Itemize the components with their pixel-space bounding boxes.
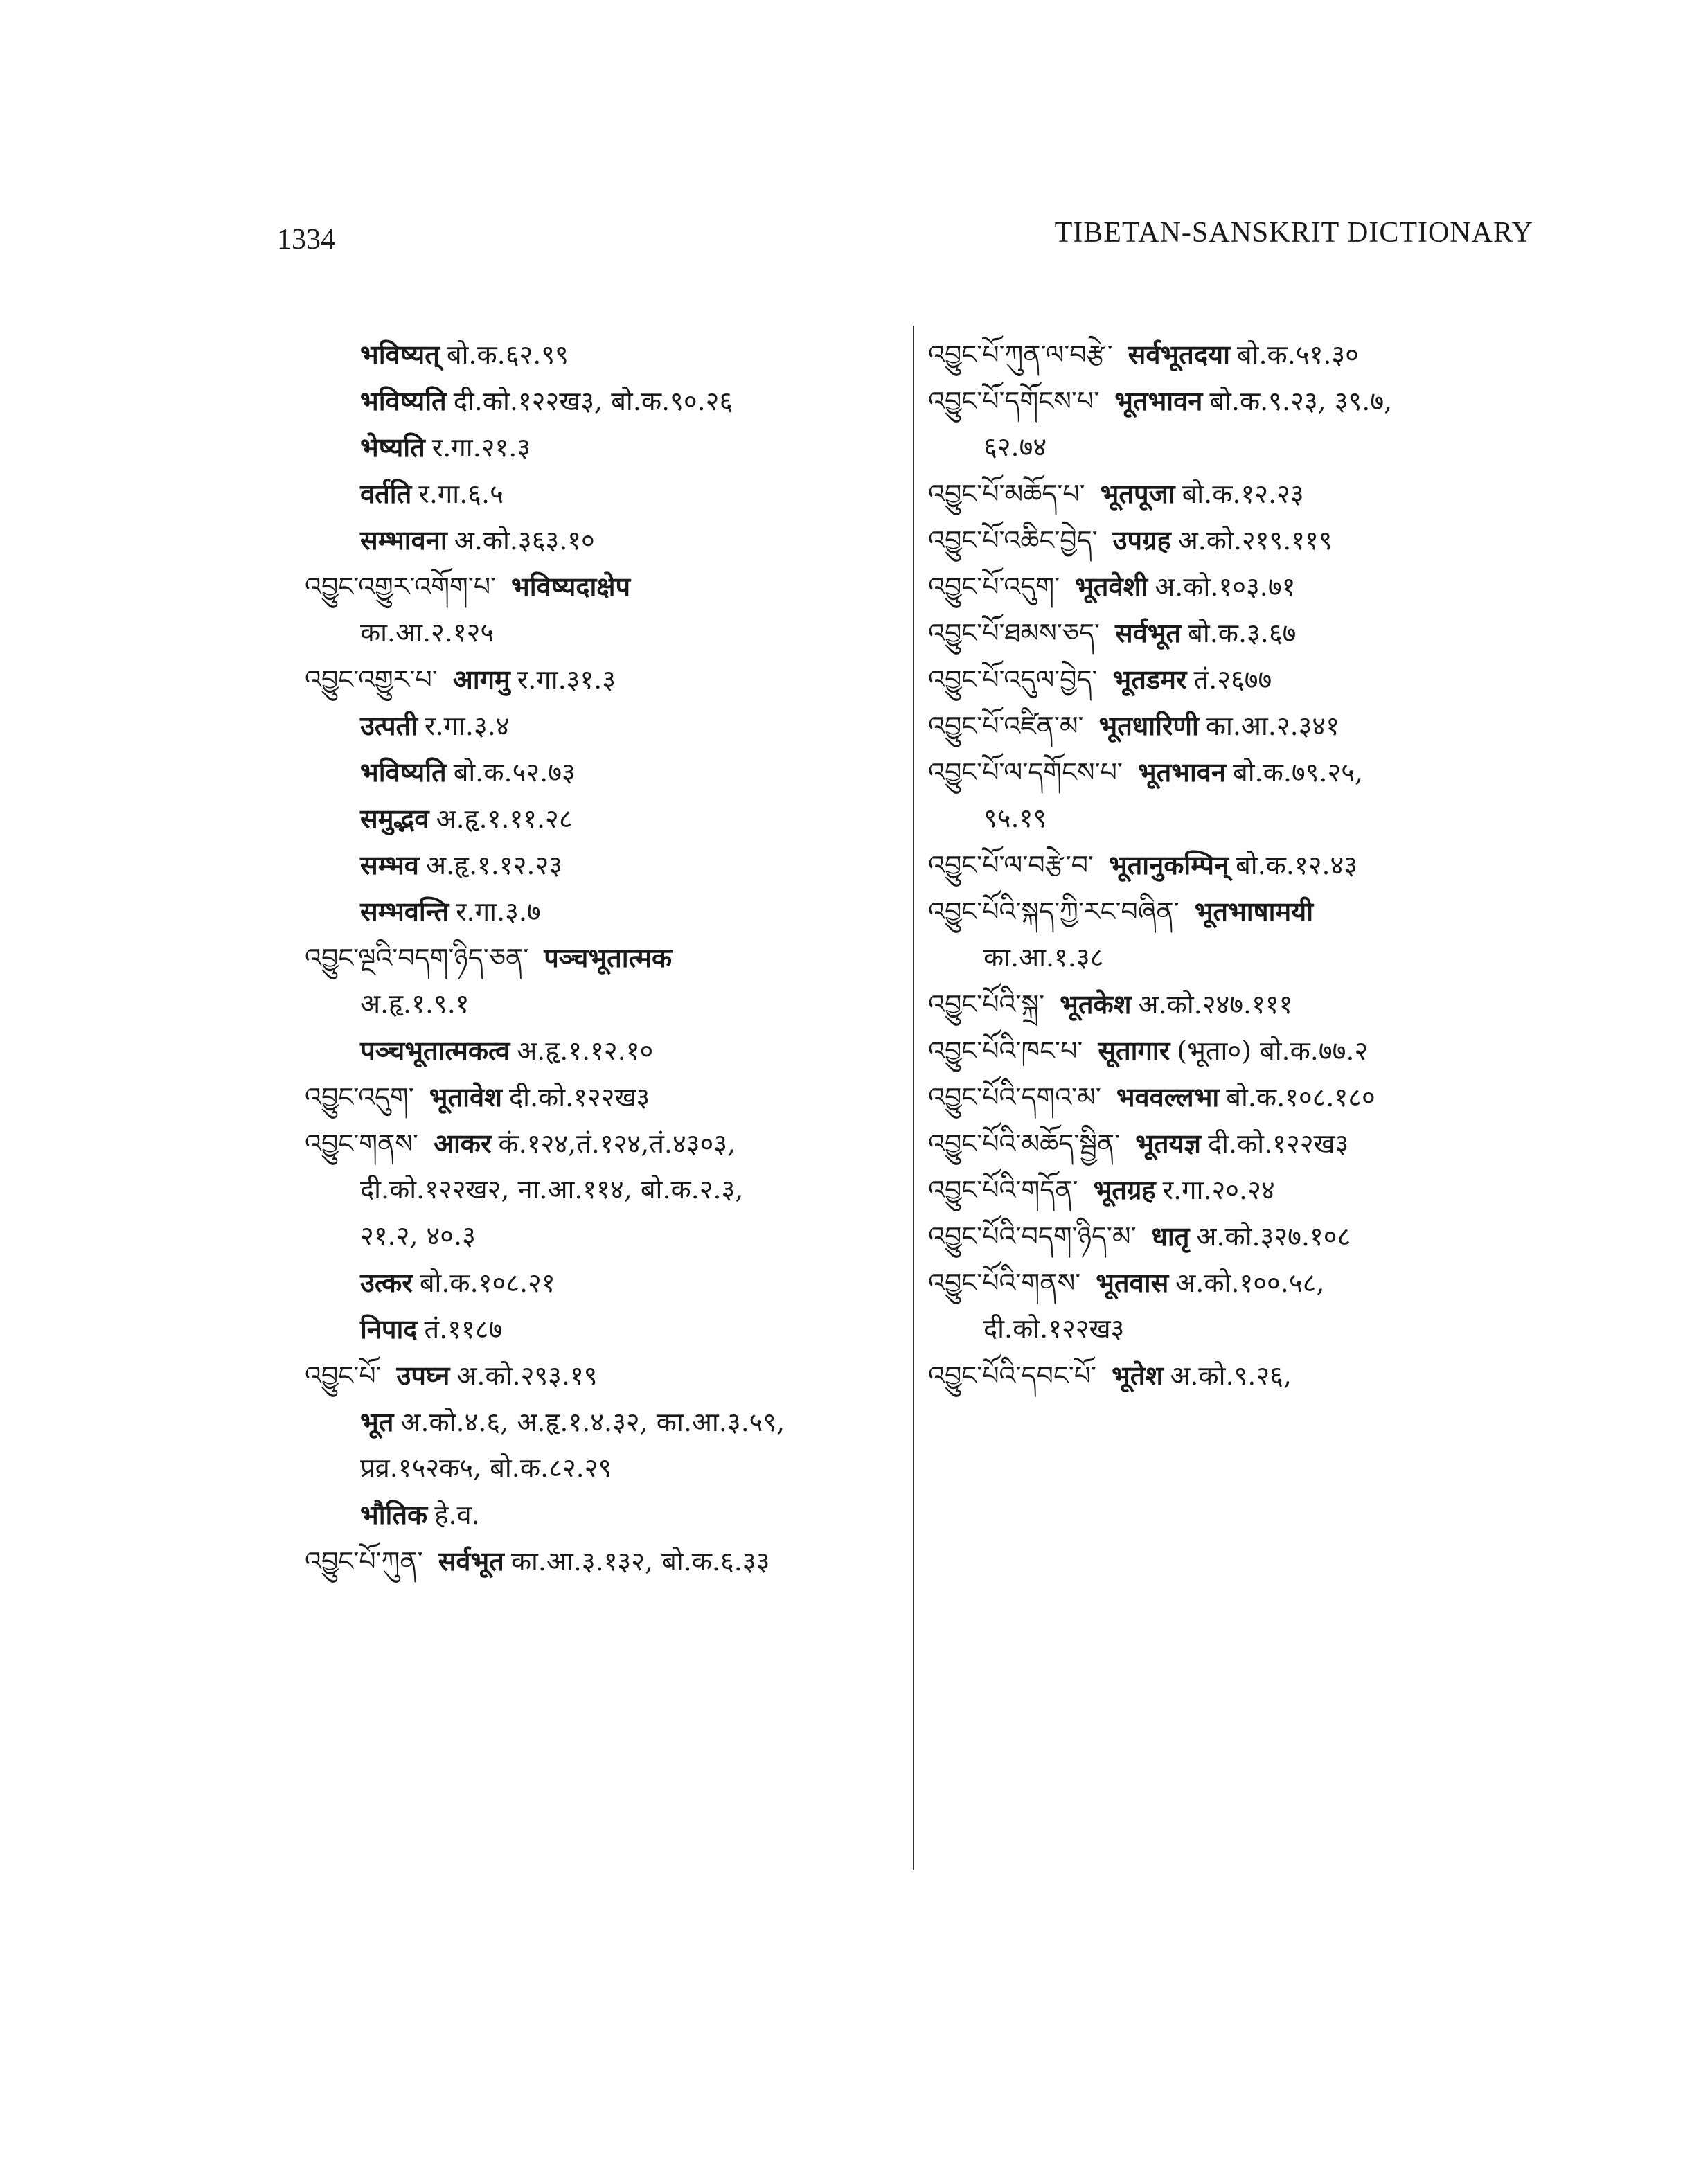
tibetan-term: འབྱུང་གནས་ [305,1128,418,1159]
tibetan-term: འབྱུང་འགྱུར་འགོག་པ་ [305,571,497,602]
entry-sense-line [305,888,914,934]
sanskrit-equivalent: भविष्यदाक्षेप [511,571,631,602]
tibetan-term: འབྱུང་པོའི་མཆོད་སྦྱིན་ [928,1128,1121,1159]
entry-headword-line [928,563,1538,610]
source-reference: ६२.७४ [983,432,1047,462]
sanskrit-equivalent: भूतवास [1096,1267,1169,1298]
tibetan-term: འབྱུང་པོ་ལ་བརྩེ་བ་ [928,850,1094,880]
tibetan-term: འབྱུང་པོའི་ཁང་པ་ [928,1036,1083,1066]
tibetan-term: འབྱུང་པོ་ལ་དགོངས་པ་ [928,757,1123,788]
entry-headword-line [928,981,1538,1027]
sanskrit-equivalent: भूतडमर [1112,664,1187,695]
entry-sense-line [305,517,914,563]
source-reference: का.आ.२.३४१ [1205,711,1339,741]
entry-headword-line [928,331,1538,378]
sanskrit-equivalent: सम्भावना [360,524,447,556]
source-reference: २१.२, ४०.३ [360,1220,476,1251]
source-reference: दी.को.१२२ख३ [508,1082,650,1112]
entry-headword-line [305,1538,914,1584]
sanskrit-equivalent: भववल्लभा [1116,1081,1220,1112]
source-reference: (भूता०) बो.क.७७.२ [1177,1036,1369,1066]
tibetan-term: འབྱུང་པོའི་སྐྲ་ [928,989,1045,1020]
entry-continuation-line [928,424,1538,470]
entry-headword-line [928,1352,1538,1399]
sanskrit-equivalent: निपाद [360,1313,418,1344]
tibetan-term: འབྱུང་པོའི་དགའ་མ་ [928,1082,1101,1112]
sanskrit-equivalent: सर्वभूत [1114,617,1182,648]
entry-headword-line [928,1166,1538,1213]
running-head: TIBETAN-SANSKRIT DICTIONARY [1054,217,1533,249]
tibetan-term: འབྱུང་པོ་འཛིན་མ་ [928,711,1084,741]
entry-headword-line [928,1074,1538,1120]
tibetan-term: འབྱུང་འགྱུར་པ་ [305,664,438,695]
entry-sense-line [305,1259,914,1306]
entry-sense-line [305,1306,914,1352]
source-reference: र.गा.६.५ [418,479,504,509]
entry-sense-line [305,795,914,842]
entry-headword-line [305,656,914,702]
sanskrit-equivalent: भूतकेश [1060,988,1132,1020]
tibetan-term: འབྱུང་ལྔའི་བདག་ཉིད་ཅན་ [305,943,529,973]
entry-continuation-line [928,1306,1538,1352]
source-reference: अ.को.१०३.७१ [1155,571,1296,602]
entry-sense-line [305,424,914,470]
entry-sense-line [305,331,914,378]
sanskrit-equivalent: उपग्रह [1112,524,1171,556]
entry-continuation-line [928,934,1538,981]
entry-sense-line [305,749,914,795]
entry-continuation-line [928,795,1538,842]
entry-headword-line [928,378,1538,424]
source-reference: हे.व. [434,1500,480,1530]
source-reference: र.गा.२०.२४ [1162,1175,1275,1205]
source-reference: दी.को.१२२ख३ [1207,1128,1349,1159]
source-reference: दी.को.१२२ख२, ना.आ.११४, बो.क.२.३, [360,1174,744,1205]
sanskrit-equivalent: भूत [360,1406,394,1437]
entry-continuation-line [305,1445,914,1491]
sanskrit-equivalent: पञ्चभूतात्मक [544,942,673,973]
source-reference: अ.को.२१९.११९ [1177,525,1333,556]
source-reference: अ.को.३२७.१०८ [1196,1221,1351,1252]
source-reference: बो.क.६२.९९ [446,339,569,370]
sanskrit-equivalent: धातृ [1151,1220,1190,1252]
entry-sense-line [305,842,914,888]
sanskrit-equivalent: भविष्यत् [360,339,440,370]
sanskrit-equivalent: भेष्यति [360,432,425,463]
sanskrit-equivalent: भूतयज्ञ [1135,1128,1201,1159]
tibetan-term: འབྱུང་འདུག་ [305,1082,414,1112]
source-reference: ९५.१९ [983,803,1047,833]
tibetan-term: འབྱུང་པོ་འཆིང་བྱེད་ [928,525,1098,556]
sanskrit-equivalent: वर्तति [360,478,412,509]
sanskrit-equivalent: भौतिक [360,1499,428,1530]
column-divider [913,326,914,1870]
entry-headword-line [928,749,1538,795]
entry-continuation-line [305,981,914,1027]
entry-sense-line [305,1399,914,1445]
sanskrit-equivalent: सर्वभूतदया [1128,339,1230,370]
tibetan-term: འབྱུང་པོ་ཀུན་ [305,1546,423,1577]
entry-headword-line [305,1074,914,1120]
entry-headword-line [928,470,1538,517]
entry-headword-line [928,842,1538,888]
source-reference: दी.को.१२२ख३ [983,1313,1125,1344]
source-reference: प्रव्र.१५२क५, बो.क.८२.२९ [360,1453,612,1483]
source-reference: बो.क.५२.७३ [453,757,576,788]
tibetan-term: འབྱུང་པོའི་གདོན་ [928,1175,1078,1205]
source-reference: बो.क.९.२३, ३९.७, [1209,386,1393,416]
sanskrit-equivalent: भूतभावन [1137,756,1227,788]
tibetan-term: འབྱུང་པོ་འདུག་ [928,571,1060,602]
source-reference: र.गा.३.७ [456,896,541,927]
source-reference: अ.हृ.१.१२.१० [517,1036,654,1066]
source-reference: कं.१२४,तं.१२४,तं.४३०३, [498,1128,736,1159]
sanskrit-equivalent: सूतागार [1098,1035,1170,1066]
sanskrit-equivalent: सम्भव [360,849,419,880]
sanskrit-equivalent: भूतावेश [429,1081,502,1112]
sanskrit-equivalent: भूतभाषामयी [1194,896,1314,927]
sanskrit-equivalent: भूतग्रह [1093,1174,1156,1205]
entry-sense-line [305,702,914,749]
sanskrit-equivalent: उत्कर [360,1267,413,1298]
source-reference: बो.क.७९.२५, [1233,757,1364,788]
entry-continuation-line [305,1166,914,1213]
entry-sense-line [305,1491,914,1538]
entry-headword-line [928,656,1538,702]
tibetan-term: འབྱུང་པོ་དགོངས་པ་ [928,386,1100,416]
tibetan-term: འབྱུང་པོ་མཆོད་པ་ [928,479,1085,509]
tibetan-term: འབྱུང་པོའི་བདག་ཉིད་མ་ [928,1221,1137,1252]
sanskrit-equivalent: भविष्यति [360,385,447,416]
source-reference: अ.हृ.१.९.१ [360,988,470,1019]
entry-headword-line [928,1213,1538,1259]
entry-headword-line [928,1027,1538,1074]
sanskrit-equivalent: उत्पती [360,710,418,741]
source-reference: अ.को.९.२६, [1170,1360,1292,1391]
tibetan-term: འབྱུང་པོའི་དབང་པོ་ [928,1360,1097,1391]
right-column [928,331,1538,1399]
source-reference: अ.को.२४७.१११ [1138,989,1293,1020]
entry-headword-line [928,1259,1538,1306]
tibetan-term: འབྱུང་པོ་འདུལ་བྱེད་ [928,664,1098,695]
source-reference: अ.को.१००.५८, [1175,1268,1325,1298]
entry-headword-line [928,888,1538,934]
entry-sense-line [305,378,914,424]
sanskrit-equivalent: पञ्चभूतात्मकत्व [360,1035,510,1066]
sanskrit-equivalent: भूतवेशी [1075,571,1148,602]
sanskrit-equivalent: समुद्भव [360,803,429,834]
entry-continuation-line [305,1213,914,1259]
entry-sense-line [305,1027,914,1074]
source-reference: र.गा.३१.३ [517,664,616,695]
sanskrit-equivalent: आगमु [452,664,510,695]
source-reference: अ.हृ.१.१२.२३ [425,850,562,880]
sanskrit-equivalent: उपघ्न [396,1360,450,1391]
source-reference: का.आ.२.१२५ [360,617,495,648]
sanskrit-equivalent: भूतेश [1112,1360,1164,1391]
entry-headword-line [305,1352,914,1399]
tibetan-term: འབྱུང་པོའི་སྐད་ཀྱི་རང་བཞིན་ [928,896,1179,927]
sanskrit-equivalent: भूतपूजा [1100,478,1175,509]
page-number: 1334 [277,224,335,256]
sanskrit-equivalent: आकर [433,1128,492,1159]
entry-sense-line [305,470,914,517]
sanskrit-equivalent: भूतभावन [1114,385,1203,416]
source-reference: र.गा.३.४ [425,711,510,741]
source-reference: बो.क.३.६७ [1188,618,1297,648]
source-reference: अ.को.४.६, अ.हृ.१.४.३२, का.आ.३.५९, [400,1407,785,1437]
entry-headword-line [928,610,1538,656]
sanskrit-equivalent: भूतानुकम्पिन् [1108,849,1229,880]
source-reference: बो.क.१२.२३ [1182,479,1304,509]
source-reference: का.आ.१.३८ [983,942,1104,973]
sanskrit-equivalent: भूतधारिणी [1098,710,1199,741]
source-reference: तं.११८७ [424,1314,503,1344]
entry-headword-line [305,1120,914,1166]
sanskrit-equivalent: भविष्यति [360,756,447,788]
tibetan-term: འབྱུང་པོའི་གནས་ [928,1268,1081,1298]
source-reference: र.गा.२१.३ [431,432,531,463]
source-reference: बो.क.१०८.२१ [419,1268,555,1298]
sanskrit-equivalent: सम्भवन्ति [360,896,449,927]
entry-headword-line [928,1120,1538,1166]
source-reference: अ.को.२९३.१९ [456,1360,598,1391]
sanskrit-equivalent: सर्वभूत [438,1545,504,1577]
source-reference: बो.क.५१.३० [1236,339,1359,370]
tibetan-term: འབྱུང་པོ་ཐམས་ཅད་ [928,618,1100,648]
source-reference: अ.को.३६३.१० [454,525,595,556]
left-column [305,331,914,1584]
source-reference: तं.२६७७ [1193,664,1272,695]
entry-headword-line [305,563,914,610]
source-reference: बो.क.१०८.१८० [1226,1082,1375,1112]
entry-continuation-line [305,610,914,656]
entry-headword-line [928,517,1538,563]
tibetan-term: འབྱུང་པོ་ཀུན་ལ་བརྩེ་ [928,339,1113,370]
source-reference: का.आ.३.१३२, बो.क.६.३३ [510,1546,770,1577]
source-reference: बो.क.१२.४३ [1236,850,1358,880]
entry-headword-line [305,934,914,981]
source-reference: दी.को.१२२ख३, बो.क.९०.२६ [453,386,733,416]
tibetan-term: འབྱུང་པོ་ [305,1360,382,1391]
source-reference: अ.हृ.१.११.२८ [436,804,573,834]
entry-headword-line [928,702,1538,749]
